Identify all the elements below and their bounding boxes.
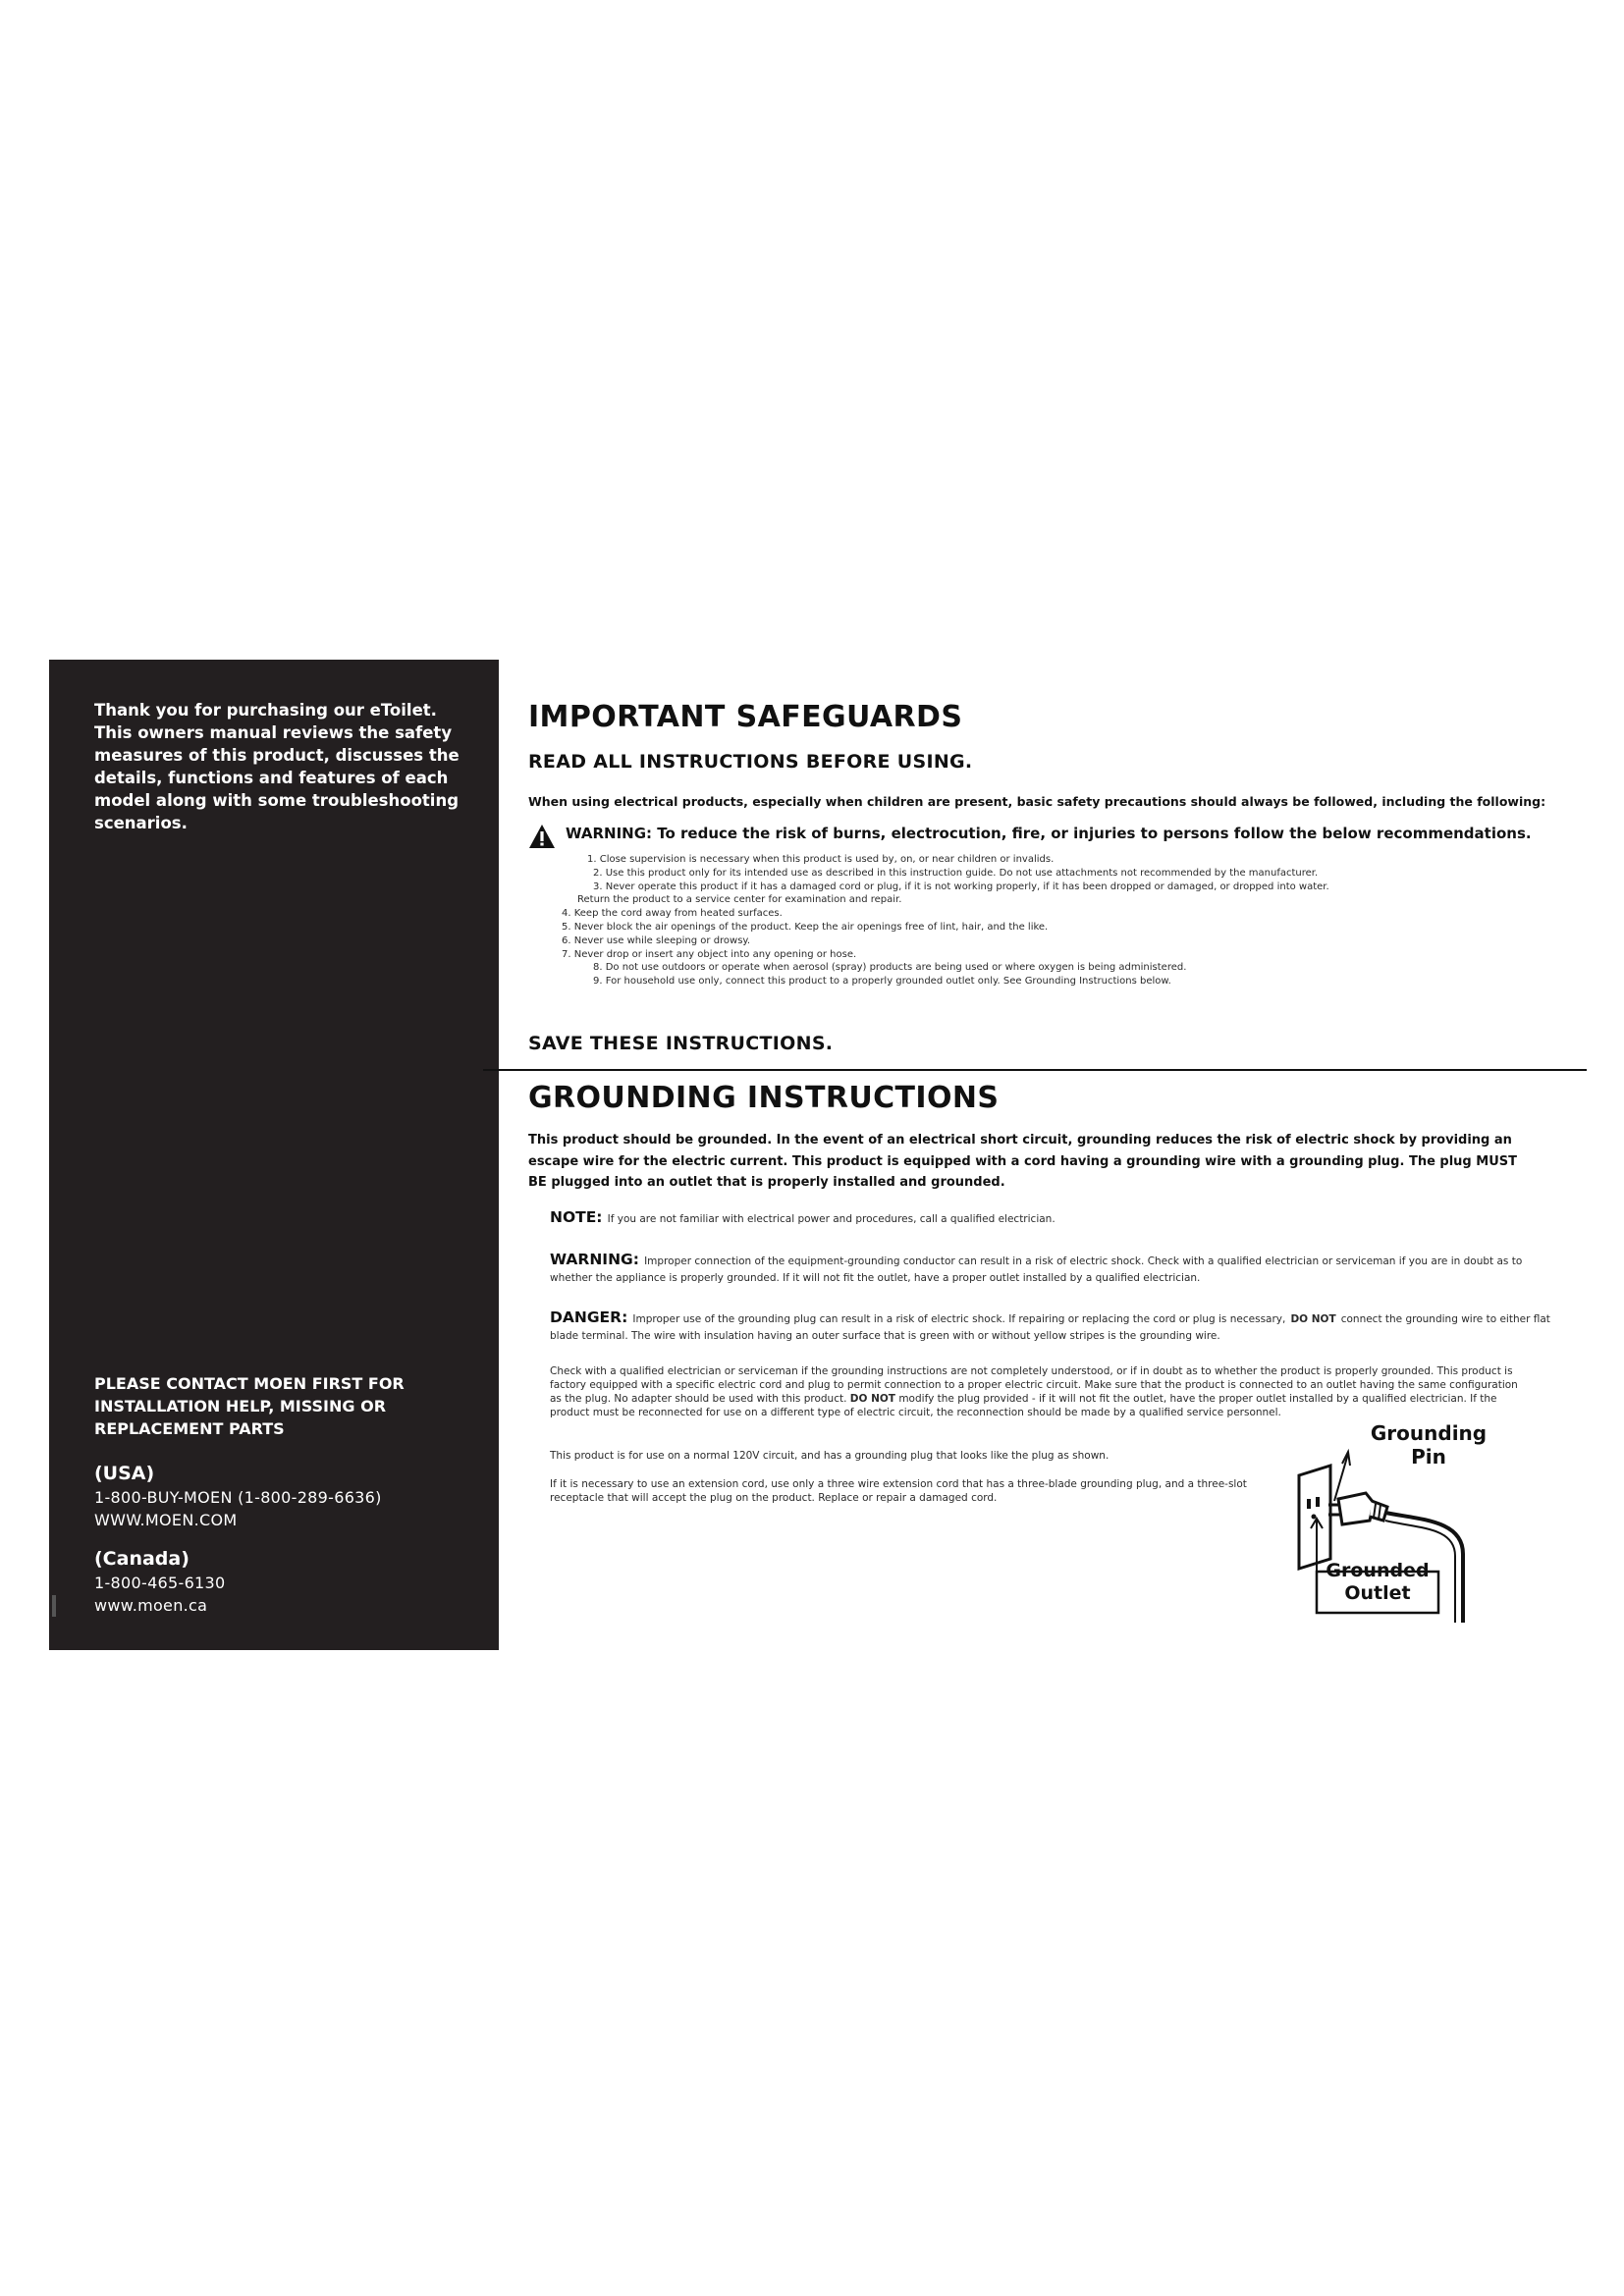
grounding-pin-label [1370,1421,1488,1468]
list-item: Return the product to a service center for examination and repair. [577,894,902,906]
warning-body: Improper connection of the equipment-grounding conductor can result in a risk of electric shock. Check with a qualified electrician or serviceman if you are in doubt as to whether the appliance is properly grounded. If it will not fit the outlet, have a proper outlet installed by a qualified electrician. [550,1255,1523,1284]
note-text: If you are not familiar with electrical power and procedures, call a qualified electrician. [607,1213,1056,1225]
sidebar-intro: Thank you for purchasing our eToilet. This owners manual reviews the safety measures of this product, discusses the details, functions and features of each model along with some troubleshooting scenarios. [94,701,460,832]
note-label: NOTE: [550,1208,603,1226]
sidebar-panel [49,660,499,1650]
check-text-cont: modify the plug provided - if it will not fit the outlet, have the proper outlet installed by a qualified electrician. If the product must be reconnected for use on a different type of electric circuit, the reconnection should be made by a qualified service personnel. [550,1393,1497,1418]
outlet-label-line-2: Outlet [1344,1582,1411,1604]
list-item: 1. Close supervision is necessary when this product is used by, on, or near children or invalids. [587,854,1055,865]
warning-paragraph [550,1252,1551,1285]
margin-mark [52,1595,56,1617]
warning-text: WARNING: To reduce the risk of burns, electrocution, fire, or injuries to persons follow the below recommendations. [566,825,1532,842]
list-item: 8. Do not use outdoors or operate when aerosol (spray) products are being used or where oxygen is being administered. [593,962,1187,974]
section-divider [483,1069,1587,1071]
list-item: 5. Never block the air openings of the product. Keep the air openings free of lint, hair, and the like. [562,921,1049,933]
check-do-not: DO NOT [849,1393,895,1405]
list-item: 6. Never use while sleeping or drowsy. [562,934,751,946]
contact-canada [94,1546,487,1617]
canada-phone: 1-800-465-6130 [94,1574,226,1592]
contact-heading: PLEASE CONTACT MOEN FIRST FOR INSTALLATION HELP, MISSING OR REPLACEMENT PARTS [94,1374,405,1438]
safeguards-intro: When using electrical products, especially when children are present, basic safety precautions should always be followed, including the following: [528,794,1546,809]
danger-paragraph [550,1309,1551,1343]
outlet-label-line-1: Grounded [1326,1560,1430,1581]
grounded-outlet-label [1317,1560,1438,1605]
grounding-intro: This product should be grounded. In the event of an electrical short circuit, grounding reduces the risk of electric shock by providing an escape wire for the electric current. This product is equipped with a cord having a grounding wire with a grounding plug. The plug MUST BE plugged into an outlet that is properly installed and grounded. [528,1133,1517,1190]
usa-phone: 1-800-BUY-MOEN (1-800-289-6636) [94,1488,382,1507]
warning-label: WARNING: [550,1251,639,1268]
usa-website: WWW.MOEN.COM [94,1511,238,1529]
contact-usa [94,1461,487,1531]
safeguards-title: IMPORTANT SAFEGUARDS [528,700,963,734]
check-text: Check with a qualified electrician or serviceman if the grounding instructions are not completely understood, or if in doubt as to whether the product is properly grounded. This product is factory equipped with a specific electric cord and plug to permit connection to a proper electric circuit. Make sure that the product is connected to an outlet having the same configuration as the plug. No adapter should be used with this product. [550,1365,1518,1405]
note-paragraph [550,1207,1551,1226]
warning-triangle-icon [528,824,556,853]
safeguards-list [528,853,1589,988]
usa-label: (USA) [94,1463,155,1484]
pin-label-line-1: Grounding [1370,1421,1488,1445]
extension-paragraph: If it is necessary to use an extension cord, use only a three wire extension cord that has a three-blade grounding plug, and a three-slot receptacle that will accept the plug on the product. Replace or repair a damaged cord. [550,1478,1247,1504]
canada-label: (Canada) [94,1548,189,1570]
list-item: 2. Use this product only for its intended use as described in this instruction guide. Do not use attachments not recommended by the manufacturer. [593,867,1319,879]
danger-do-not: DO NOT [1290,1313,1336,1325]
pin-label-line-2: Pin [1411,1445,1446,1468]
check-paragraph [550,1364,1532,1419]
danger-label: DANGER: [550,1308,628,1326]
safeguards-subtitle: READ ALL INSTRUCTIONS BEFORE USING. [528,751,973,773]
list-item: 9. For household use only, connect this product to a properly grounded outlet only. See Grounding Instructions below. [593,976,1171,988]
grounding-diagram [1272,1421,1488,1623]
grounding-title: GROUNDING INSTRUCTIONS [528,1081,1000,1115]
danger-text: Improper use of the grounding plug can result in a risk of electric shock. If repairing or replacing the cord or plug is necessary, [632,1313,1286,1325]
save-instructions: SAVE THESE INSTRUCTIONS. [528,1033,834,1054]
list-item: 4. Keep the cord away from heated surfaces. [562,908,783,920]
list-item: 7. Never drop or insert any object into any opening or hose. [562,948,857,960]
danger-text-cont: connect the grounding wire to either flat blade terminal. The wire with insulation having an outer surface that is green with or without yellow stripes is the grounding wire. [550,1313,1550,1342]
list-item: 3. Never operate this product if it has a damaged cord or plug, if it is not working properly, if it has been dropped or damaged, or dropped into water. [593,881,1329,892]
canada-website: www.moen.ca [94,1596,208,1615]
circuit-paragraph: This product is for use on a normal 120V circuit, and has a grounding plug that looks like the plug as shown. [550,1450,1110,1462]
